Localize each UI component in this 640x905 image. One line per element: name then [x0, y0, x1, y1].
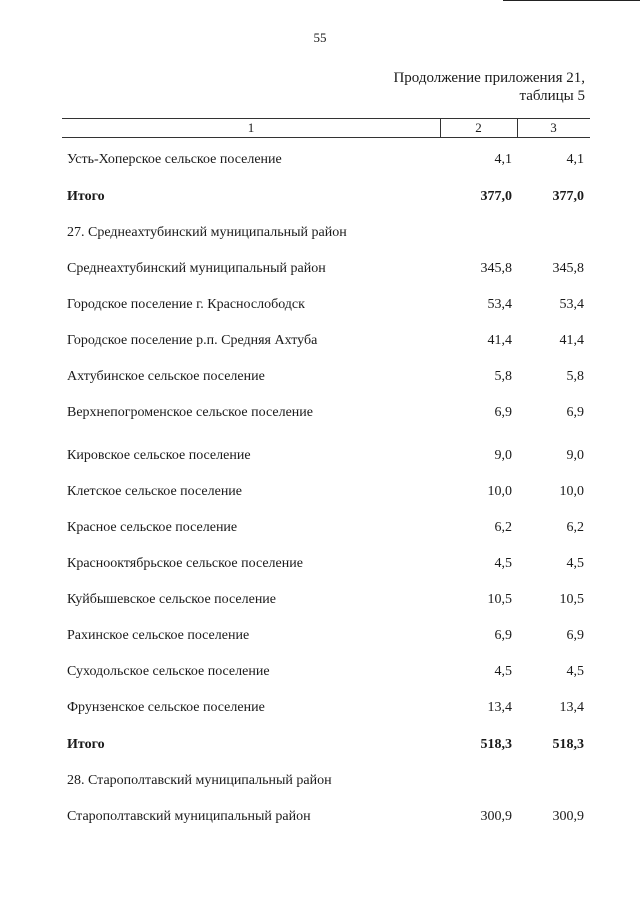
table-row — [0, 330, 640, 352]
header-col-3: 3 — [550, 120, 557, 135]
table-row — [0, 697, 640, 719]
row-name: Фрунзенское сельское поселение — [67, 700, 265, 715]
row-value-col2: 6,9 — [494, 628, 512, 643]
table-row — [0, 661, 640, 683]
table-row — [0, 366, 640, 388]
row-value-col3: 53,4 — [559, 297, 584, 312]
row-value-col2: 518,3 — [480, 737, 512, 752]
row-value-col3: 4,5 — [566, 664, 584, 679]
header-col-2: 2 — [475, 120, 482, 135]
row-value-col2: 41,4 — [487, 333, 512, 348]
table-row — [0, 258, 640, 280]
page-number: 55 — [313, 30, 327, 45]
row-name: 27. Среднеахтубинский муниципальный район — [67, 225, 347, 240]
table-row — [0, 222, 640, 244]
row-value-col2: 13,4 — [487, 700, 512, 715]
row-value-col3: 9,0 — [566, 448, 584, 463]
table-row — [0, 294, 640, 316]
row-value-col2: 6,2 — [494, 520, 512, 535]
row-value-col3: 10,5 — [559, 592, 584, 607]
row-value-col2: 53,4 — [487, 297, 512, 312]
row-name: Усть-Хоперское сельское поселение — [67, 152, 282, 167]
row-value-col2: 4,1 — [494, 152, 512, 167]
table-row — [0, 149, 640, 171]
table-row — [0, 517, 640, 539]
row-value-col3: 518,3 — [552, 737, 584, 752]
row-name: Городское поселение г. Краснослободск — [67, 297, 305, 312]
table-row — [0, 625, 640, 647]
row-value-col3: 13,4 — [559, 700, 584, 715]
row-name: Кировское сельское поселение — [67, 448, 251, 463]
row-value-col3: 377,0 — [552, 189, 584, 204]
row-value-col3: 300,9 — [552, 809, 584, 824]
table-row — [0, 402, 640, 424]
row-value-col3: 10,0 — [559, 484, 584, 499]
header-col-1: 1 — [247, 120, 255, 135]
row-value-col3: 345,8 — [552, 261, 584, 276]
total-row — [0, 734, 640, 756]
row-value-col2: 345,8 — [480, 261, 512, 276]
row-value-col2: 377,0 — [480, 189, 512, 204]
row-value-col2: 6,9 — [494, 405, 512, 420]
continuation-line-2: таблицы 5 — [519, 88, 585, 104]
row-name: 28. Старополтавский муниципальный район — [67, 773, 332, 788]
row-value-col3: 6,9 — [566, 628, 584, 643]
row-value-col3: 6,9 — [566, 405, 584, 420]
row-value-col2: 5,8 — [494, 369, 512, 384]
table-row — [0, 806, 640, 828]
row-name: Красное сельское поселение — [67, 520, 238, 535]
row-name: Суходольское сельское поселение — [67, 664, 270, 679]
row-name: Рахинское сельское поселение — [67, 628, 250, 643]
table-row — [0, 770, 640, 792]
table-row — [0, 589, 640, 611]
row-value-col2: 9,0 — [494, 448, 512, 463]
row-name: Клетское сельское поселение — [67, 484, 243, 499]
table-row — [0, 481, 640, 503]
row-value-col3: 41,4 — [559, 333, 584, 348]
row-name: Итого — [67, 189, 105, 204]
row-name: Куйбышевское сельское поселение — [67, 592, 277, 607]
row-value-col2: 4,5 — [494, 664, 512, 679]
row-name: Краснооктябрьское сельское поселение — [67, 556, 303, 571]
row-name: Ахтубинское сельское поселение — [67, 369, 265, 384]
row-value-col2: 10,5 — [487, 592, 512, 607]
row-value-col3: 4,5 — [566, 556, 584, 571]
row-value-col2: 300,9 — [480, 809, 512, 824]
row-name: Старополтавский муниципальный район — [67, 809, 311, 824]
row-value-col3: 4,1 — [566, 152, 584, 167]
row-name: Городское поселение р.п. Средняя Ахтуба — [67, 333, 318, 348]
row-value-col2: 4,5 — [494, 556, 512, 571]
row-name: Среднеахтубинский муниципальный район — [67, 261, 326, 276]
row-name: Итого — [67, 737, 105, 752]
continuation-line-1: Продолжение приложения 21, — [393, 70, 585, 86]
table-row — [0, 445, 640, 467]
row-value-col2: 10,0 — [487, 484, 512, 499]
row-value-col3: 6,2 — [566, 520, 584, 535]
row-value-col3: 5,8 — [566, 369, 584, 384]
table-row — [0, 553, 640, 575]
row-name: Верхнепогроменское сельское поселение — [67, 405, 313, 420]
total-row — [0, 186, 640, 208]
